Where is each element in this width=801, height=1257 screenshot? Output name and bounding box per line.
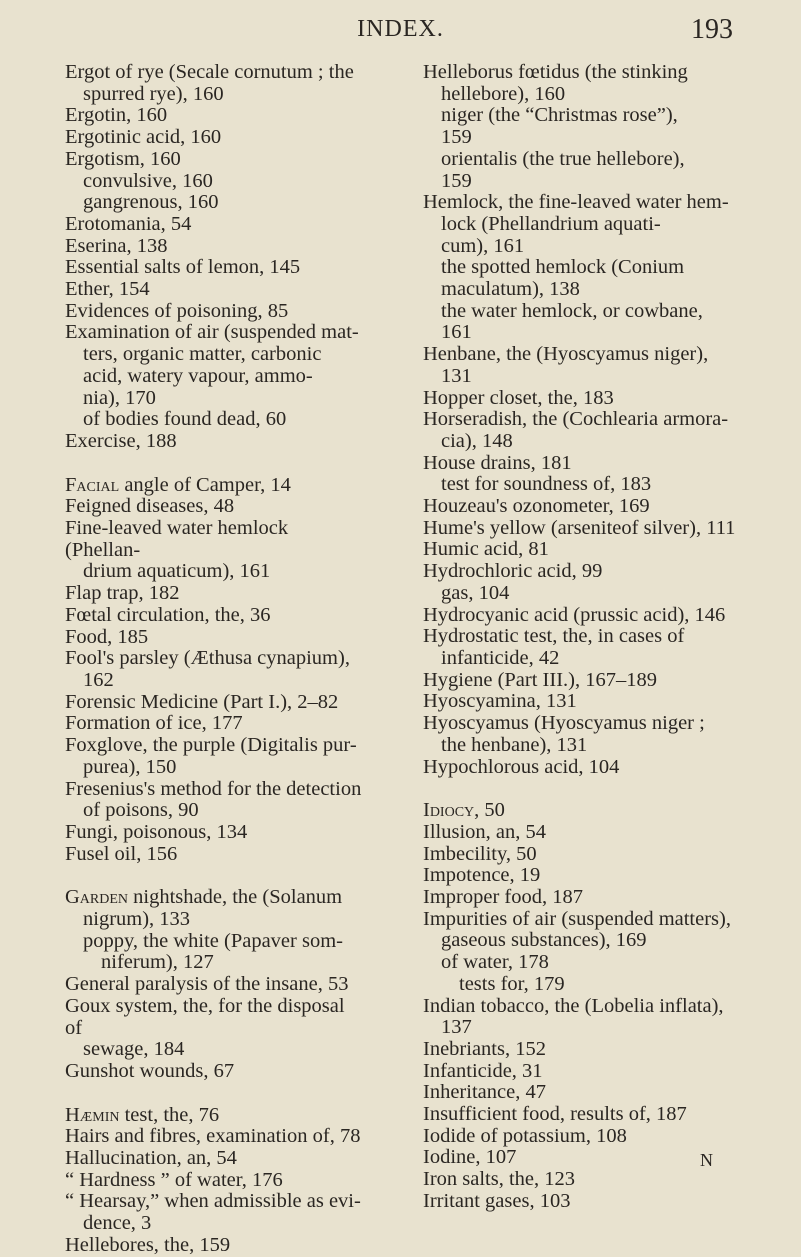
page-header xyxy=(0,14,801,48)
index-entry: Fresenius's method for the detection xyxy=(65,777,362,800)
index-entry: Fungi, poisonous, 134 xyxy=(65,820,248,843)
index-entry: Foxglove, the purple (Digitalis pur- xyxy=(65,734,357,757)
index-entry: convulsive, 160 xyxy=(83,169,213,192)
index-entry: spurred rye), 160 xyxy=(83,82,224,105)
index-entry: gas, 104 xyxy=(441,581,510,604)
index-entry: Inheritance, 47 xyxy=(423,1081,546,1104)
index-entry: acid, watery vapour, ammo- xyxy=(83,364,313,387)
index-entry: Gunshot wounds, 67 xyxy=(65,1059,235,1082)
index-entry: Forensic Medicine (Part I.), 2–82 xyxy=(65,690,339,713)
index-entry: Impotence, 19 xyxy=(423,864,541,887)
index-entry: Examination of air (suspended mat- xyxy=(65,321,359,344)
index-entry: Iron salts, the, 123 xyxy=(423,1168,576,1191)
index-entry: 161 xyxy=(441,321,472,344)
index-entry: Hygiene (Part III.), 167–189 xyxy=(423,668,657,691)
index-entry: gaseous substances), 169 xyxy=(441,929,647,952)
index-entry: cia), 148 xyxy=(441,429,513,452)
index-entry: the water hemlock, or cowbane, xyxy=(441,299,703,322)
index-column-right xyxy=(423,62,743,1213)
index-entry: Hydrostatic test, the, in cases of xyxy=(423,625,685,648)
index-entry: 162 xyxy=(83,668,114,691)
index-entry: Ergotin, 160 xyxy=(65,104,168,127)
index-entry: Ergotinic acid, 160 xyxy=(65,126,222,149)
index-entry: niger (the “Christmas rose”), xyxy=(441,104,678,127)
index-entry: Hydrochloric acid, 99 xyxy=(423,560,603,583)
index-entry: Formation of ice, 177 xyxy=(65,712,243,735)
index-entry: drium aquaticum), 161 xyxy=(83,560,271,583)
index-entry: gangrenous, 160 xyxy=(83,191,219,214)
index-entry: Hallucination, an, 54 xyxy=(65,1147,237,1170)
index-entry: Humic acid, 81 xyxy=(423,538,549,561)
index-entry: Imbecility, 50 xyxy=(423,842,537,865)
index-entry: Illusion, an, 54 xyxy=(423,820,546,843)
index-entry: Hopper closet, the, 183 xyxy=(423,386,614,409)
index-entry: Fine-leaved water hemlock (Phellan- xyxy=(65,517,289,561)
index-entry: purea), 150 xyxy=(83,755,177,778)
index-entry: Essential salts of lemon, 145 xyxy=(65,256,301,279)
index-column-left xyxy=(65,62,365,1257)
index-entry: dence, 3 xyxy=(83,1212,152,1235)
index-entry: “ Hardness ” of water, 176 xyxy=(65,1168,283,1191)
index-entry: Facial angle of Camper, 14 xyxy=(65,473,291,496)
index-entry: nigrum), 133 xyxy=(83,908,191,931)
index-entry: Hyoscyamina, 131 xyxy=(423,690,577,713)
index-entry: “ Hearsay,” when admissible as evi- xyxy=(65,1190,361,1213)
index-entry: Hume's yellow (arseniteof silver), 111 xyxy=(423,516,736,539)
index-entry: Henbane, the (Hyoscyamus niger), xyxy=(423,343,709,366)
index-entry: infanticide, 42 xyxy=(441,646,560,669)
index-entry: Fœtal circulation, the, 36 xyxy=(65,603,271,626)
index-entry: of bodies found dead, 60 xyxy=(83,408,287,431)
index-entry: Hemlock, the fine-leaved water hem- xyxy=(423,191,729,214)
index-entry: General paralysis of the insane, 53 xyxy=(65,973,349,996)
index-entry: Iodide of potassium, 108 xyxy=(423,1124,627,1147)
index-entry: 131 xyxy=(441,364,472,387)
index-entry: of water, 178 xyxy=(441,951,549,974)
index-entry: Erotomania, 54 xyxy=(65,212,192,235)
index-entry: hellebore), 160 xyxy=(441,82,566,105)
index-entry: Infanticide, 31 xyxy=(423,1059,543,1082)
index-entry: nia), 170 xyxy=(83,386,156,409)
index-entry: Hellebores, the, 159 xyxy=(65,1233,231,1256)
index-entry: Hæmin test, the, 76 xyxy=(65,1103,220,1126)
index-entry: Ergotism, 160 xyxy=(65,147,181,170)
index-entry: niferum), 127 xyxy=(101,951,214,974)
index-entry: the henbane), 131 xyxy=(441,733,588,756)
page-title: INDEX. xyxy=(357,16,444,42)
index-entry: Fool's parsley (Æthusa cynapium), xyxy=(65,647,350,670)
index-entry: Impurities of air (suspended matters), xyxy=(423,907,731,930)
index-entry: maculatum), 138 xyxy=(441,278,580,301)
index-entry: ters, organic matter, carbonic xyxy=(83,343,322,366)
index-entry: Houzeau's ozonometer, 169 xyxy=(423,495,650,518)
index-entry: Idiocy, 50 xyxy=(423,799,505,822)
index-entry: Evidences of poisoning, 85 xyxy=(65,299,289,322)
index-entry: Horseradish, the (Cochlearia armora- xyxy=(423,408,729,431)
index-entry: Improper food, 187 xyxy=(423,886,583,909)
index-entry: Eserina, 138 xyxy=(65,234,168,257)
index-entry: Ether, 154 xyxy=(65,278,150,301)
index-entry: Garden nightshade, the (Solanum xyxy=(65,886,343,909)
index-entry: test for soundness of, 183 xyxy=(441,473,652,496)
signature-mark: N xyxy=(700,1150,713,1170)
index-entry: Indian tobacco, the (Lobelia inflata), xyxy=(423,994,724,1017)
index-entry: poppy, the white (Papaver som- xyxy=(83,929,343,952)
page-number: 193 xyxy=(691,14,733,45)
index-entry: of poisons, 90 xyxy=(83,799,199,822)
index-entry: Hairs and fibres, examination of, 78 xyxy=(65,1125,361,1148)
index-entry: Helleborus fœtidus (the stinking xyxy=(423,61,688,83)
index-entry: Iodine, 107 xyxy=(423,1146,517,1169)
index-entry: cum), 161 xyxy=(441,234,525,257)
index-entry: sewage, 184 xyxy=(83,1038,185,1061)
index-entry: Irritant gases, 103 xyxy=(423,1189,571,1212)
index-entry: House drains, 181 xyxy=(423,451,572,474)
index-entry: Food, 185 xyxy=(65,625,149,648)
index-entry: Ergot of rye (Secale cornutum ; the xyxy=(65,61,354,83)
index-entry: 137 xyxy=(441,1016,472,1039)
index-entry: the spotted hemlock (Conium xyxy=(441,256,685,279)
index-entry: orientalis (the true hellebore), xyxy=(441,147,685,170)
index-entry: Hydrocyanic acid (prussic acid), 146 xyxy=(423,603,726,626)
index-entry: tests for, 179 xyxy=(459,972,565,995)
index-entry: Exercise, 188 xyxy=(65,429,177,452)
index-entry: Feigned diseases, 48 xyxy=(65,495,235,518)
index-entry: Fusel oil, 156 xyxy=(65,842,178,865)
index-entry: 159 xyxy=(441,126,472,149)
index-entry: Hyoscyamus (Hyoscyamus niger ; xyxy=(423,712,705,735)
index-entry: Insufficient food, results of, 187 xyxy=(423,1103,687,1126)
index-entry: Hypochlorous acid, 104 xyxy=(423,755,620,778)
index-entry: lock (Phellandrium aquati- xyxy=(441,212,661,235)
index-entry: Flap trap, 182 xyxy=(65,582,180,605)
index-entry: Inebriants, 152 xyxy=(423,1037,546,1060)
index-entry: 159 xyxy=(441,169,472,192)
index-entry: Goux system, the, for the disposal of xyxy=(65,994,345,1039)
